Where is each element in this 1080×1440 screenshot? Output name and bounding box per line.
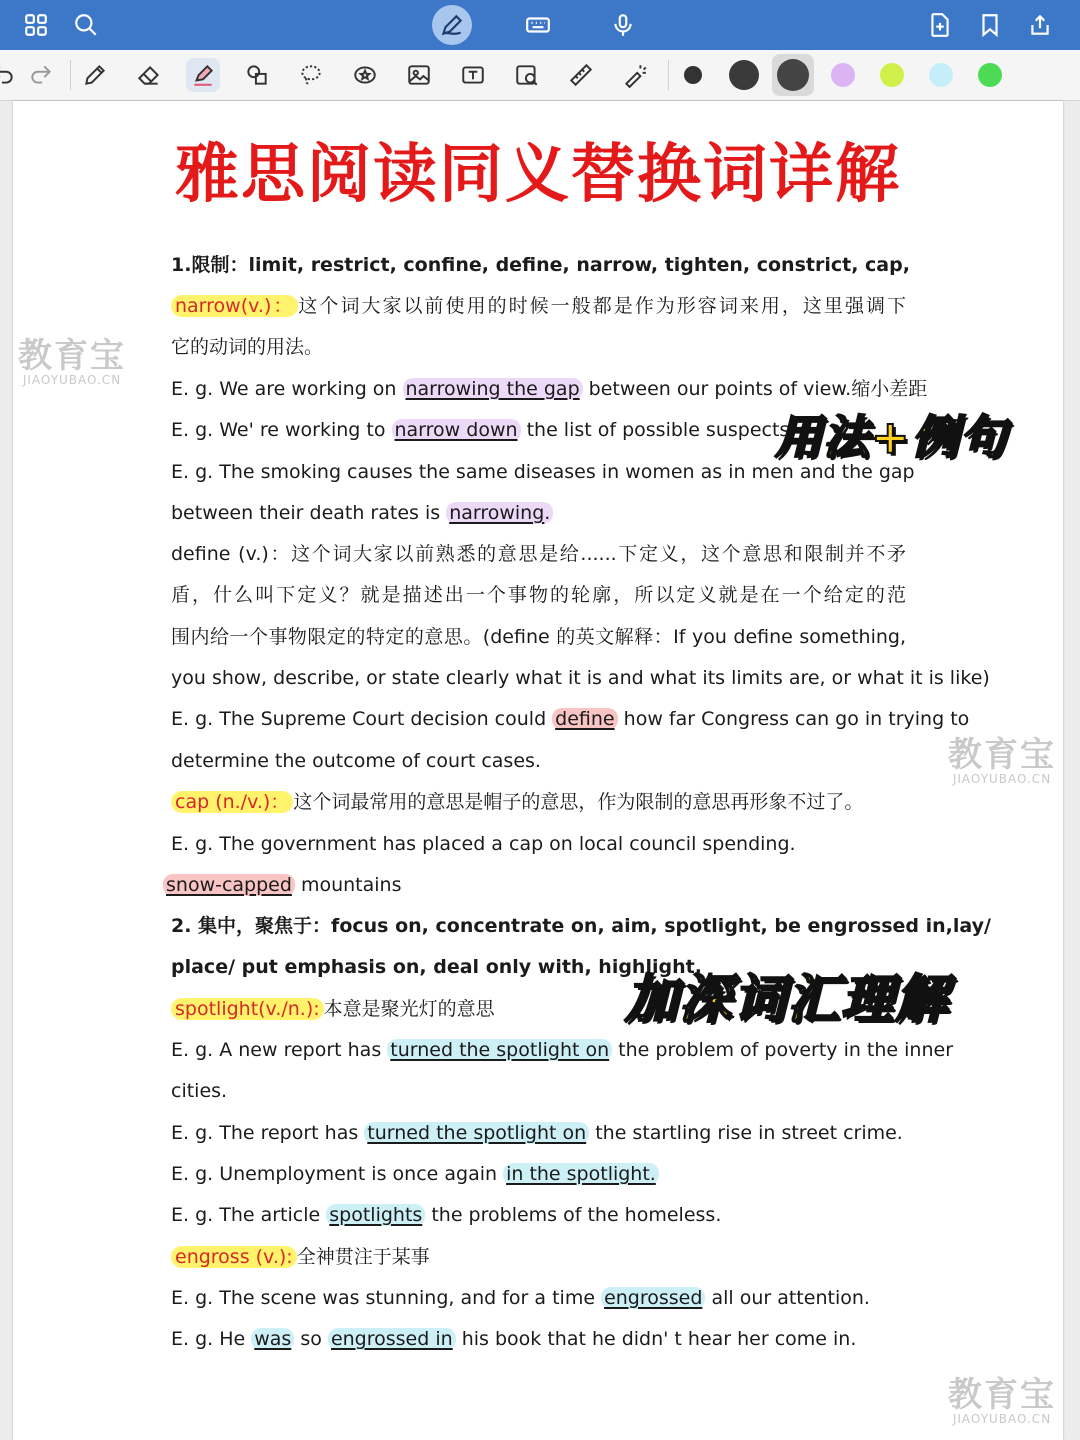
highlight-phrase: snow-capped bbox=[163, 874, 295, 896]
image-icon[interactable] bbox=[402, 58, 436, 92]
highlight-phrase: define bbox=[552, 708, 617, 730]
lasso-icon[interactable] bbox=[294, 58, 328, 92]
sticker-usage-examples[interactable]: 用法+例句 bbox=[775, 410, 1008, 464]
color-swatch[interactable] bbox=[978, 63, 1002, 87]
color-swatch[interactable] bbox=[729, 60, 759, 90]
term-cap: cap (n./v.)： bbox=[175, 791, 290, 813]
color-swatch[interactable] bbox=[929, 63, 953, 87]
cap-definition: cap (n./v.)： 这个词最常用的意思是帽子的意思，作为限制的意思再形象不过了。 bbox=[171, 789, 906, 815]
engross-definition: engross (v.): 全神贯注于某事 bbox=[171, 1244, 906, 1270]
sticker-icon[interactable] bbox=[348, 58, 382, 92]
example-line: E. g. Unemployment is once again in the spotlight. bbox=[171, 1161, 906, 1187]
bookmark-icon[interactable] bbox=[972, 7, 1008, 43]
watermark: 教育宝 JIAOYUBAO.CN bbox=[948, 1375, 1056, 1426]
example-line: E. g. The report has turned the spotlight on the startling rise in street crime. bbox=[171, 1122, 903, 1144]
example-line: E. g. The smoking causes the same diseases in women as in men and the gap bbox=[171, 461, 915, 483]
ruler-icon[interactable] bbox=[564, 58, 598, 92]
highlight-phrase: narrowing bbox=[449, 502, 545, 524]
watermark: 教育宝 JIAOYUBAO.CN bbox=[18, 336, 126, 387]
highlighter-icon[interactable] bbox=[186, 58, 220, 92]
grid-icon[interactable] bbox=[18, 7, 54, 43]
example-line: snow-capped mountains bbox=[163, 872, 898, 898]
example-line: E. g. The government has placed a cap on local council spending. bbox=[171, 833, 796, 855]
color-swatch-selected[interactable] bbox=[777, 59, 809, 91]
section-2-heading-cont: place/ put emphasis on, deal only with, highlight, bbox=[171, 956, 702, 978]
highlight-phrase: in the spotlight. bbox=[503, 1163, 659, 1185]
shapes-icon[interactable] bbox=[240, 58, 274, 92]
example-line: E. g. The scene was stunning, and for a time engrossed all our attention. bbox=[171, 1287, 870, 1309]
highlight-phrase: narrowing the gap bbox=[403, 378, 583, 400]
example-line: determine the outcome of court cases. bbox=[171, 750, 541, 772]
example-line: E. g. We' re working to narrow down the list of possible suspects. bbox=[171, 419, 796, 441]
narrow-definition: narrow(v.)： 这个词大家以前使用的时候一般都是作为形容词来用，这里强调下 bbox=[171, 293, 906, 319]
search-icon[interactable] bbox=[68, 7, 104, 43]
undo-icon[interactable] bbox=[0, 58, 20, 92]
example-line: E. g. He was so engrossed in his book that he didn' t hear her come in. bbox=[171, 1328, 857, 1350]
example-line: E. g. We are working on narrowing the gap between our points of view.缩小差距 bbox=[171, 378, 928, 400]
define-paragraph: you show, describe, or state clearly what it is and what its limits are, or what it is like) bbox=[171, 667, 990, 689]
scan-icon[interactable] bbox=[510, 58, 544, 92]
highlight-phrase: engrossed in bbox=[328, 1328, 456, 1350]
highlight-phrase: spotlights bbox=[326, 1204, 425, 1226]
highlight-phrase: turned the spotlight on bbox=[387, 1039, 612, 1061]
add-page-icon[interactable] bbox=[922, 7, 958, 43]
redo-icon[interactable] bbox=[24, 58, 58, 92]
example-line: E. g. A new report has turned the spotlight on the problem of poverty in the inner bbox=[171, 1039, 954, 1061]
pen-icon[interactable] bbox=[78, 58, 112, 92]
define-paragraph: 盾，什么叫下定义？就是描述出一个事物的轮廓，所以定义就是在一个给定的范 bbox=[171, 584, 906, 606]
define-paragraph: 围内给一个事物限定的特定的意思。(define 的英文解释：If you define something, bbox=[171, 626, 906, 648]
share-icon[interactable] bbox=[1022, 7, 1058, 43]
term-spotlight: spotlight(v./n.): bbox=[175, 998, 320, 1020]
color-swatch[interactable] bbox=[880, 63, 904, 87]
page-title: 雅思阅读同义替换词详解 bbox=[175, 137, 901, 212]
example-line: E. g. The article spotlights the problems of the homeless. bbox=[171, 1204, 722, 1226]
highlight-phrase: engrossed bbox=[601, 1287, 705, 1309]
sticker-deepen-understanding[interactable]: 加深词汇理解 bbox=[625, 969, 950, 1030]
highlight-phrase: was bbox=[251, 1328, 294, 1350]
pen-mode-icon[interactable] bbox=[432, 5, 472, 45]
example-line: cities. bbox=[171, 1080, 228, 1102]
example-line: E. g. The Supreme Court decision could define how far Congress can go in trying to bbox=[171, 708, 970, 730]
text-icon[interactable] bbox=[456, 58, 490, 92]
watermark: 教育宝 JIAOYUBAO.CN bbox=[948, 735, 1056, 786]
highlight-phrase: narrow down bbox=[392, 419, 521, 441]
note-page[interactable] bbox=[13, 101, 1063, 1440]
term-narrow: narrow(v.)： bbox=[175, 295, 295, 317]
define-paragraph: define (v.)：这个词大家以前熟悉的意思是给......下定义，这个意思和限制并不矛 bbox=[171, 543, 906, 565]
color-swatch[interactable] bbox=[831, 63, 855, 87]
keyboard-icon[interactable] bbox=[520, 7, 556, 43]
highlight-phrase: turned the spotlight on bbox=[364, 1122, 589, 1144]
spotlight-definition: spotlight(v./n.): 本意是聚光灯的意思 bbox=[171, 996, 906, 1022]
section-2-heading: 2. 集中，聚焦于：focus on, concentrate on, aim, spotlight, be engrossed in,lay/ bbox=[171, 915, 991, 937]
laser-icon[interactable] bbox=[618, 58, 652, 92]
color-swatch[interactable] bbox=[684, 66, 702, 84]
eraser-icon[interactable] bbox=[132, 58, 166, 92]
section-1-heading: 1.限制：limit, restrict, confine, define, narrow, tighten, constrict, cap, bbox=[171, 254, 910, 276]
narrow-definition-cont: 它的动词的用法。 bbox=[171, 336, 324, 358]
top-app-bar bbox=[0, 0, 1080, 50]
drawing-toolbar bbox=[0, 50, 1080, 101]
microphone-icon[interactable] bbox=[605, 7, 641, 43]
term-engross: engross (v.): bbox=[175, 1246, 293, 1268]
example-line: between their death rates is narrowing. bbox=[171, 500, 906, 526]
